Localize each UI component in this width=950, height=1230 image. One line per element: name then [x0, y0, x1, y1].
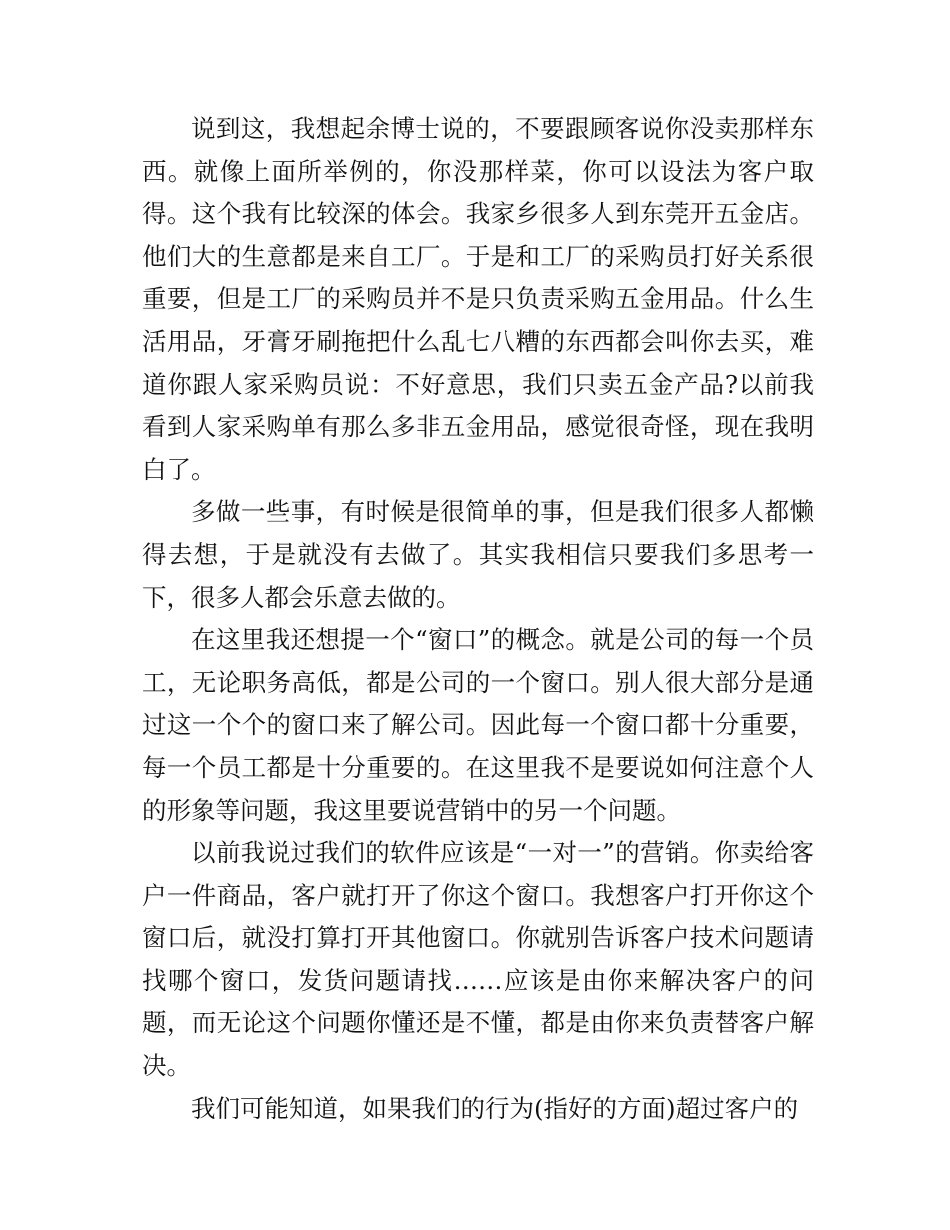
- paragraph-1: 说到这，我想起余博士说的，不要跟顾客说你没卖那样东西。就像上面所举例的，你没那样菜，你可以设法为客户取得。这个我有比较深的体会。我家乡很多人到东莞开五金店。他们大的生意都是来自工厂。于是和工厂的采购员打好关系很重要，但是工厂的采购员并不是只负责采购五金用品。什么生活用品，牙膏牙刷拖把什么乱七八糟的东西都会叫你去买，难道你跟人家采购员说：不好意思，我们只卖五金产品?以前我看到人家采购单有那么多非五金用品，感觉很奇怪，现在我明白了。: [142, 114, 814, 484]
- paragraph-4: 以前我说过我们的软件应该是“一对一”的营销。你卖给客户一件商品，客户就打开了你这个窗口。我想客户打开你这个窗口后，就没打算打开其他窗口。你就别告诉客户技术问题请找哪个窗口，发货问题请找……应该是由你来解决客户的问题，而无论这个问题你懂还是不懂，都是由你来负责替客户解决。: [142, 838, 814, 1081]
- paragraph-5: 我们可能知道，如果我们的行为(指好的方面)超过客户的: [191, 1093, 799, 1123]
- paragraph-2: 多做一些事，有时候是很简单的事，但是我们很多人都懒得去想，于是就没有去做了。其实我相信只要我们多思考一下，很多人都会乐意去做的。: [142, 497, 814, 612]
- document-body: [142, 108, 814, 1130]
- paragraph-3: 在这里我还想提一个“窗口”的概念。就是公司的每一个员工，无论职务高低，都是公司的一个窗口。别人很大部分是通过这一个个的窗口来了解公司。因此每一个窗口都十分重要，每一个员工都是十分重要的。在这里我不是要说如何注意个人的形象等问题，我这里要说营销中的另一个问题。: [142, 625, 814, 825]
